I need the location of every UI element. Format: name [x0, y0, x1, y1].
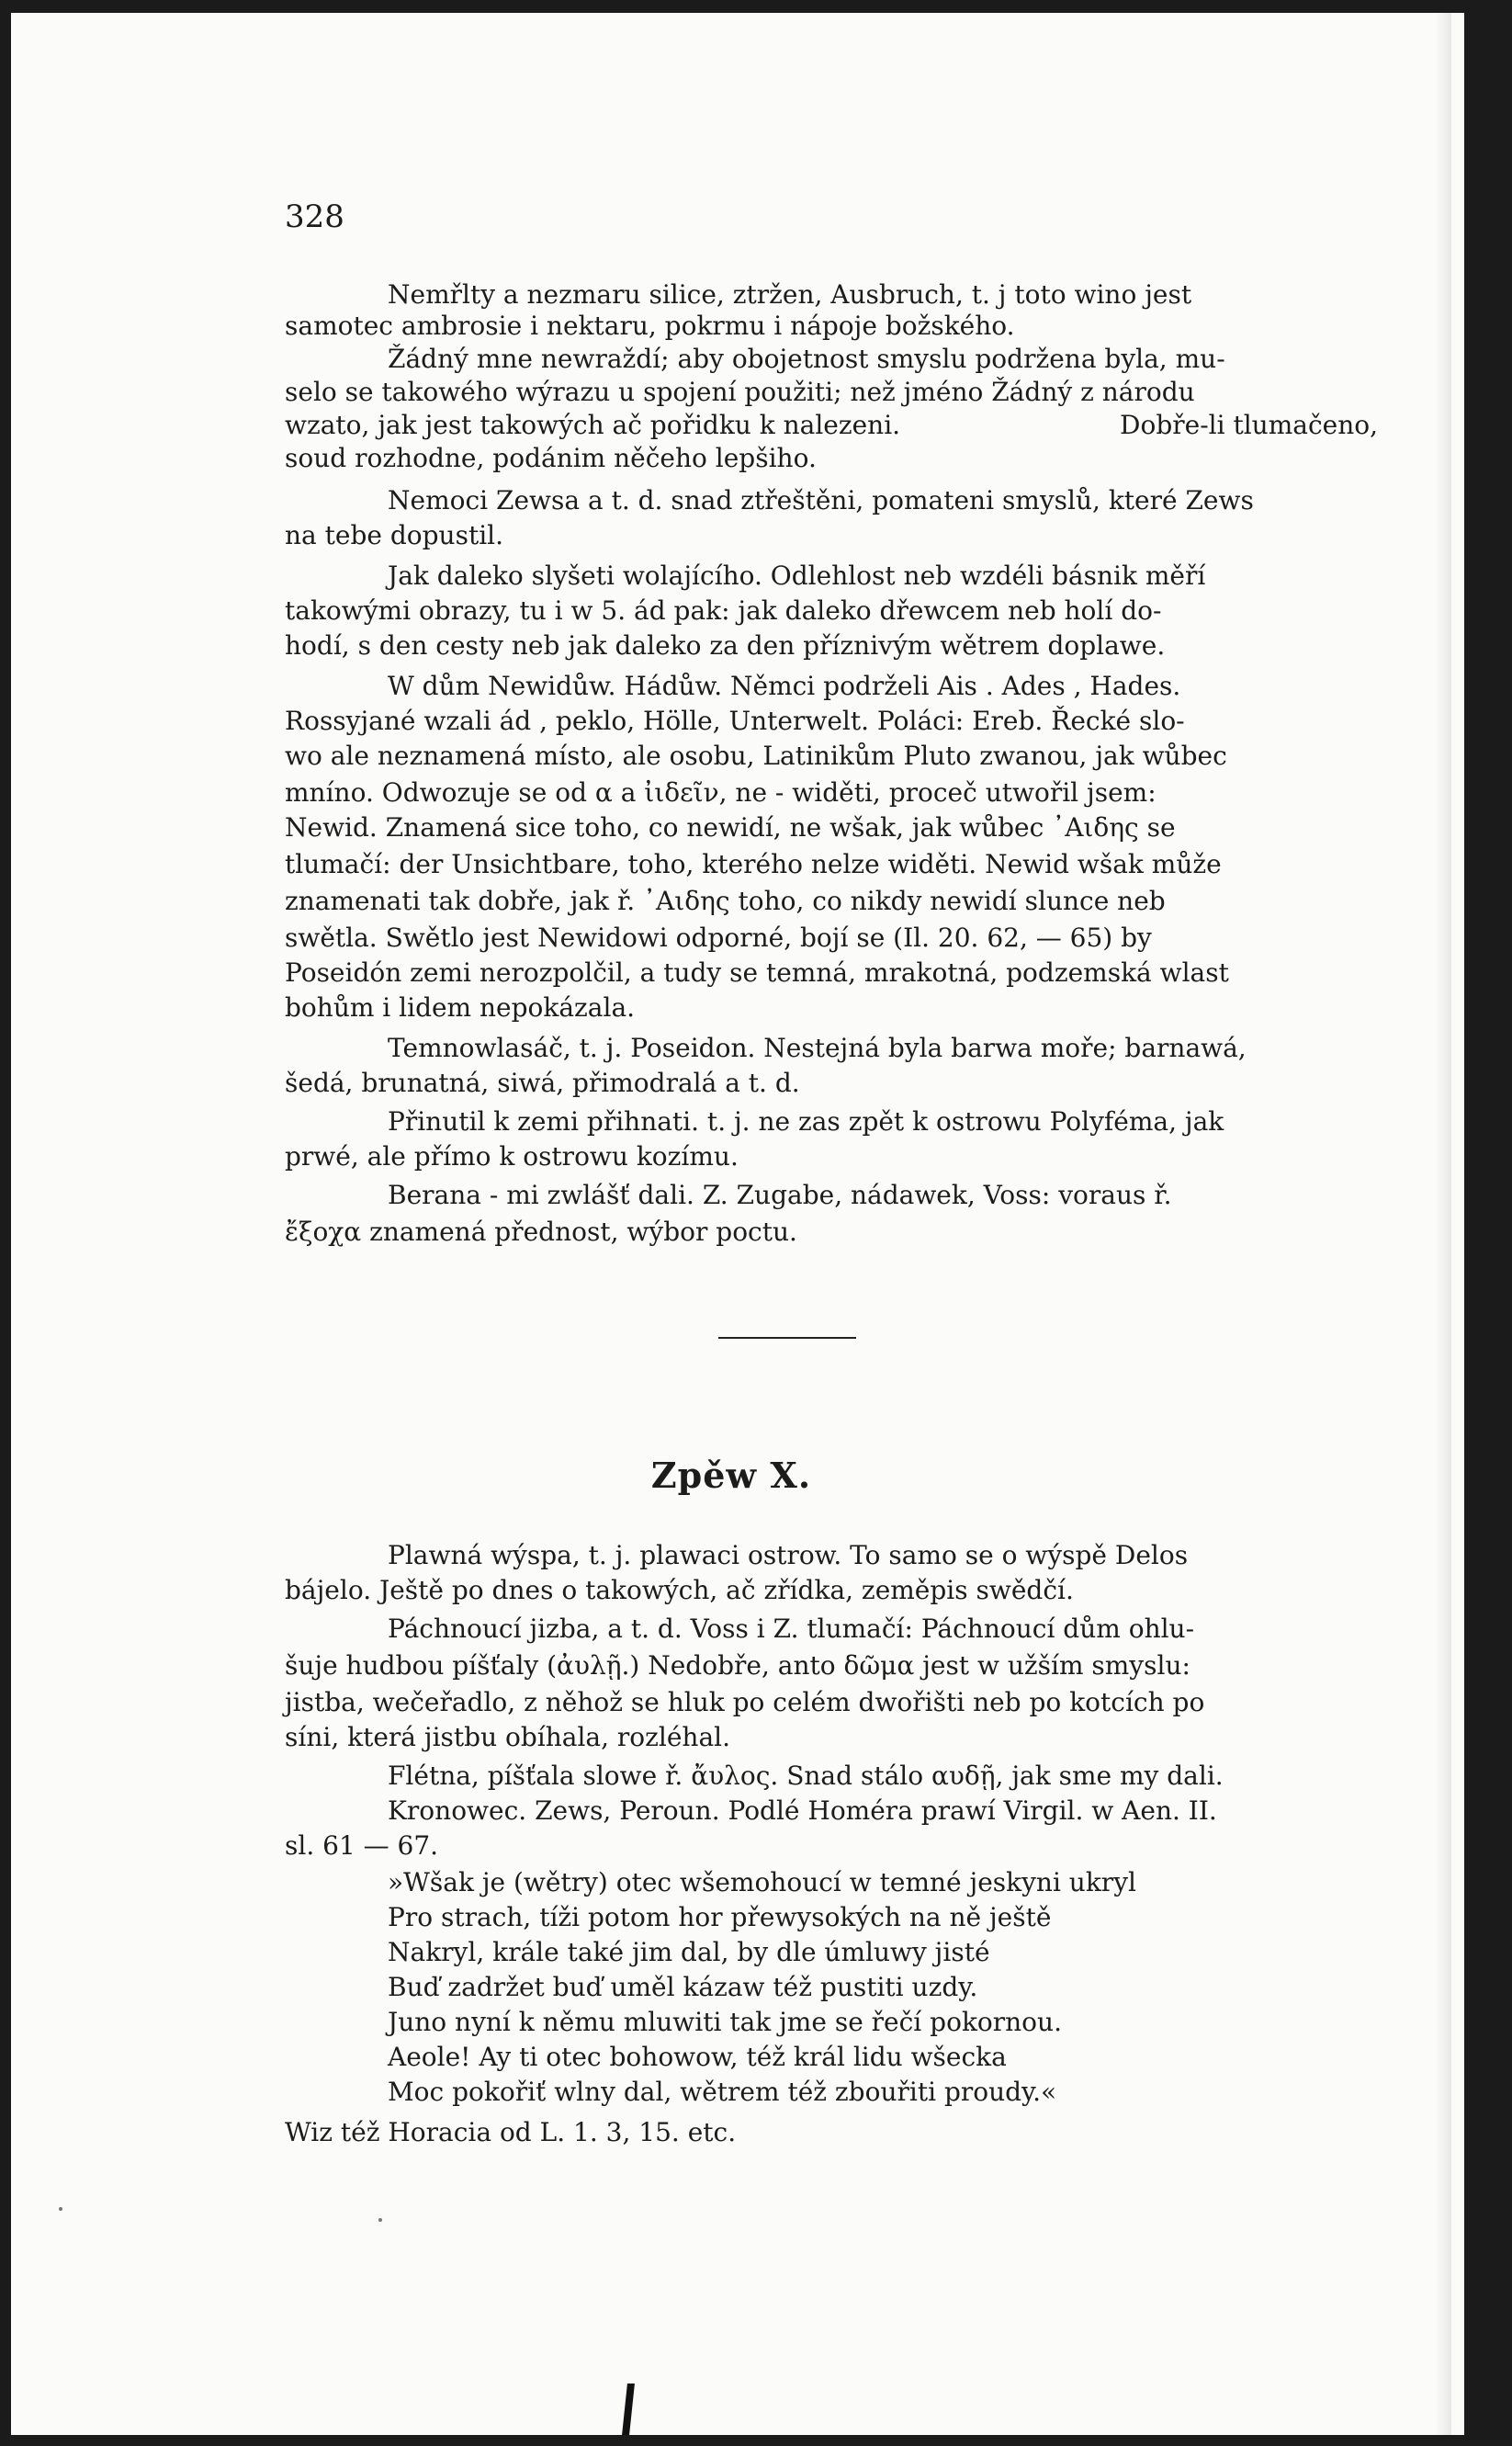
text-line: wo ale neznamená místo, ale osobu, Latinikům Pluto zwanou, jak wůbec	[285, 741, 1227, 771]
text-fragment: wzato, jak jest takowých ač pořidku k nalezeni.	[285, 410, 901, 440]
text-line: Juno nyní k němu mluwiti tak jme se řečí pokornou.	[388, 2007, 1062, 2037]
text-line: síni, která jistbu obíhala, rozléhal.	[285, 1722, 731, 1752]
ink-speck	[59, 2207, 62, 2211]
text-line: samotec ambrosie i nektaru, pokrmu i nápoje božského.	[285, 311, 1015, 341]
text-fragment: Dobře-li tlumačeno,	[1120, 410, 1378, 440]
text-line: Pro strach, tíži potom hor přewysokých na ně ještě	[388, 1902, 1052, 1932]
page-edge	[1451, 13, 1464, 2435]
section-divider	[718, 1337, 856, 1339]
text-line: Buď zadržet buď uměl kázaw též pustiti uzdy.	[388, 1972, 978, 2002]
text-line: Berana - mi zwlášť dali. Z. Zugabe, nádawek, Voss: voraus ř.	[388, 1180, 1172, 1210]
text-line: Jak daleko slyšeti wolajícího. Odlehlost neb wzdéli básnik měří	[388, 561, 1206, 591]
text-line: jistba, wečeřadlo, z něhož se hluk po celém dwořišti neb po kotcích po	[285, 1687, 1205, 1717]
text-line: šuje hudbou píšťaly (ἀυλῇ.) Nedobře, anto δῶμα jest w užším smyslu:	[285, 1650, 1190, 1681]
ink-mark	[622, 2384, 635, 2435]
text-line: soud rozhodne, podánim něčeho lepšiho.	[285, 443, 817, 473]
text-line: Přinutil k zemi přihnati. t. j. ne zas zpět k ostrowu Polyféma, jak	[388, 1106, 1224, 1137]
text-line: tlumačí: der Unsichtbare, toho, kterého nelze widěti. Newid wšak může	[285, 849, 1222, 879]
text-line: bájelo. Ještě po dnes o takowých, ač zřídka, zeměpis swědčí.	[285, 1575, 1074, 1605]
ink-speck	[378, 2218, 382, 2222]
text-line: swětla. Swětlo jest Newidowi odporné, bojí se (Il. 20. 62, — 65) by	[285, 923, 1152, 953]
text-line: znamenati tak dobře, jak ř. ᾿Αιδης toho, co nikdy newidí slunce neb	[285, 886, 1166, 916]
text-line: sl. 61 — 67.	[285, 1830, 439, 1861]
text-line: Wiz též Horacia od L. 1. 3, 15. etc.	[285, 2117, 737, 2147]
text-line: Poseidón zemi nerozpolčil, a tudy se temná, mrakotná, podzemská wlast	[285, 957, 1229, 988]
text-line: Páchnoucí jizba, a t. d. Voss i Z. tlumačí: Páchnoucí dům ohlu-	[388, 1614, 1195, 1644]
text-line: Žádný mne newraždí; aby obojetnost smyslu podržena byla, mu-	[388, 344, 1225, 374]
text-line: Rossyjané wzali ád , peklo, Hölle, Unterwelt. Poláci: Ereb. Řecké slo-	[285, 706, 1185, 736]
text-line: Plawná wýspa, t. j. plawaci ostrow. To samo se o wýspě Delos	[388, 1540, 1189, 1570]
text-line: Kronowec. Zews, Peroun. Podlé Homéra prawí Virgil. w Aen. II.	[388, 1795, 1217, 1826]
text-line: Aeole! Ay ti otec bohowow, též král lidu wšecka	[388, 2042, 1007, 2072]
text-line: Newid. Znamená sice toho, co newidí, ne wšak, jak wůbec ᾿Αιδης se	[285, 812, 1176, 843]
text-line: Flétna, píšťala slowe ř. ἄυλος. Snad stálo αυδῇ, jak sme my dali.	[388, 1761, 1224, 1791]
text-line: hodí, s den cesty neb jak daleko za den příznivým wětrem doplawe.	[285, 630, 1166, 661]
text-line: Nakryl, krále také jim dal, by dle úmluwy jisté	[388, 1937, 990, 1967]
text-line: Temnowlasáč, t. j. Poseidon. Nestejná byla barwa moře; barnawá,	[388, 1033, 1247, 1063]
text-line: šedá, brunatná, siwá, přimodralá a t. d.	[285, 1068, 800, 1098]
text-line: Nemoci Zewsa a t. d. snad ztřeštěni, pomateni smyslů, které Zews	[388, 485, 1254, 515]
text-line: selo se takowého wýrazu u spojení použiti; než jméno Žádný z národu	[285, 377, 1195, 407]
text-line: »Wšak je (wětry) otec wšemohoucí w temné jeskyni ukryl	[388, 1867, 1136, 1897]
section-title: Zpěw X.	[650, 1455, 812, 1496]
text-line: takowými obrazy, tu i w 5. ád pak: jak daleko dřewcem neb holí do-	[285, 595, 1162, 626]
text-line: bohům i lidem nepokázala.	[285, 992, 636, 1023]
book-page	[11, 13, 1451, 2435]
page-number: 328	[285, 198, 344, 235]
text-line: mníno. Odwozuje se od α a ἰιδεῖν, ne - widěti, proceč utwořil jsem:	[285, 777, 1157, 808]
text-line: Nemřlty a nezmaru silice, ztržen, Ausbruch, t. j toto wino jest	[388, 279, 1192, 310]
text-line: na tebe dopustil.	[285, 520, 504, 550]
text-line: W dům Newidůw. Hádůw. Němci podrželi Ais . Ades , Hades.	[388, 671, 1181, 701]
text-line	[285, 410, 1378, 441]
text-line: Moc pokořiť wlny dal, wětrem též zbouřiti proudy.«	[388, 2077, 1057, 2107]
text-line: prwé, ale přímo k ostrowu kozímu.	[285, 1141, 739, 1172]
text-line: ἔξοχα znamená přednost, wýbor poctu.	[285, 1217, 797, 1247]
